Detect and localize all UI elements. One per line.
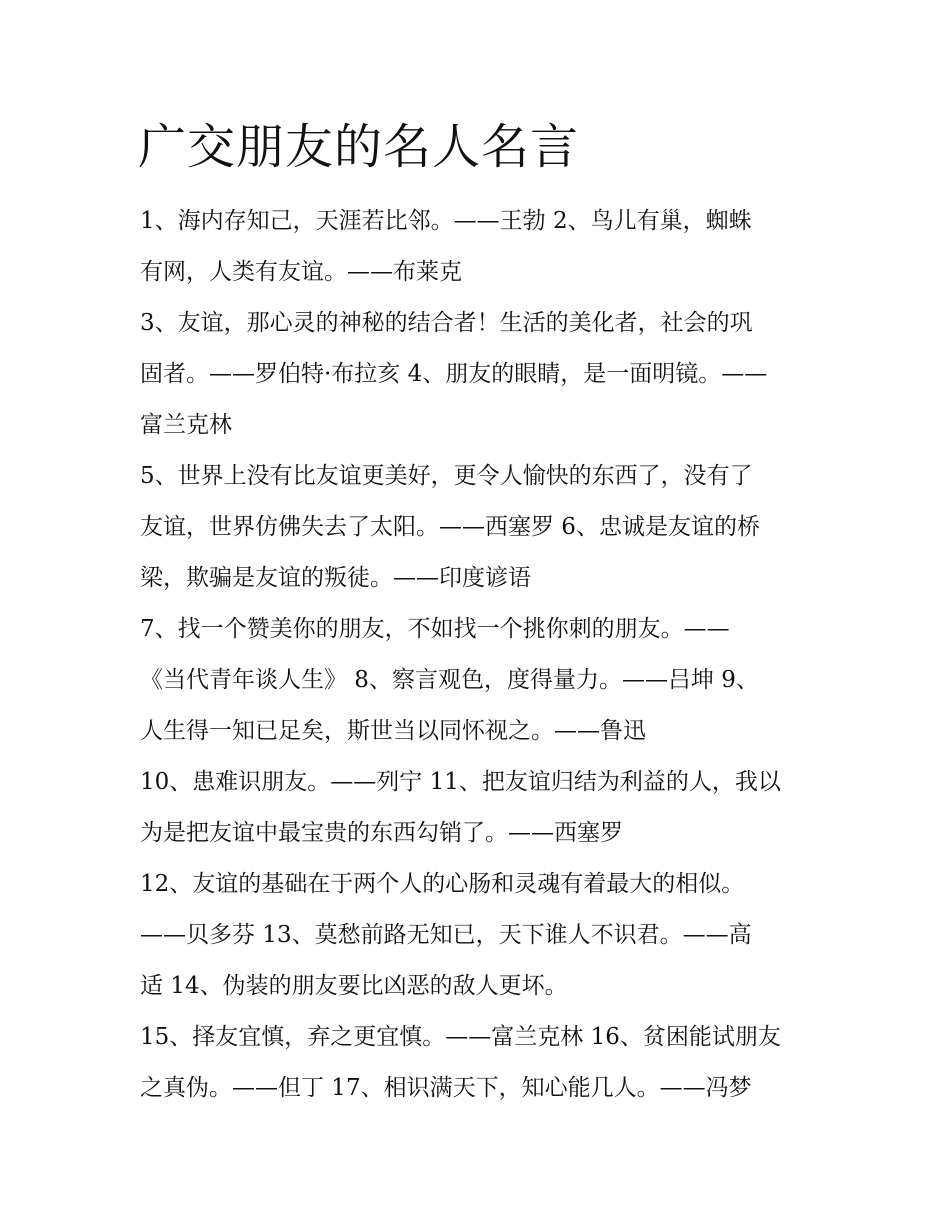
text-line: 为是把友谊中最宝贵的东西勾销了。——西塞罗 [140,820,623,846]
text-line: 15、择友宜慎，弃之更宜慎。——富兰克林 16、贫困能试朋友 [140,1024,781,1050]
text-line: 7、找一个赞美你的朋友，不如找一个挑你刺的朋友。—— [140,616,730,642]
document-body [140,196,820,1114]
text-line: 固者。——罗伯特·布拉亥 4、朋友的眼睛，是一面明镜。—— [140,361,768,387]
text-line: 3、友谊，那心灵的神秘的结合者！生活的美化者，社会的巩 [140,310,753,336]
text-line: 富兰克林 [140,412,232,438]
document-title: 广交朋友的名人名言 [138,119,580,175]
text-line: 《当代青年谈人生》 8、察言观色，度得量力。——吕坤 9、 [140,667,759,693]
text-line: 有网，人类有友谊。——布莱克 [140,259,462,285]
text-line: 适 14、伪装的朋友要比凶恶的敌人更坏。 [140,973,568,999]
text-line: 梁，欺骗是友谊的叛徒。——印度谚语 [140,565,531,591]
text-line: 之真伪。——但丁 17、相识满天下，知心能几人。——冯梦 [140,1075,752,1101]
text-line: 友谊，世界仿佛失去了太阳。——西塞罗 6、忠诚是友谊的桥 [140,514,760,540]
text-line: ——贝多芬 13、莫愁前路无知已，天下谁人不识君。——高 [140,922,752,948]
text-line: 1、海内存知己，天涯若比邻。——王勃 2、鸟儿有巢，蜘蛛 [140,208,752,234]
text-line: 10、患难识朋友。——列宁 11、把友谊归结为利益的人，我以 [140,769,781,795]
text-line: 人生得一知已足矣，斯世当以同怀视之。——鲁迅 [140,718,646,744]
text-line: 12、友谊的基础在于两个人的心肠和灵魂有着最大的相似。 [140,871,745,897]
text-line: 5、世界上没有比友谊更美好，更令人愉快的东西了，没有了 [140,463,753,489]
